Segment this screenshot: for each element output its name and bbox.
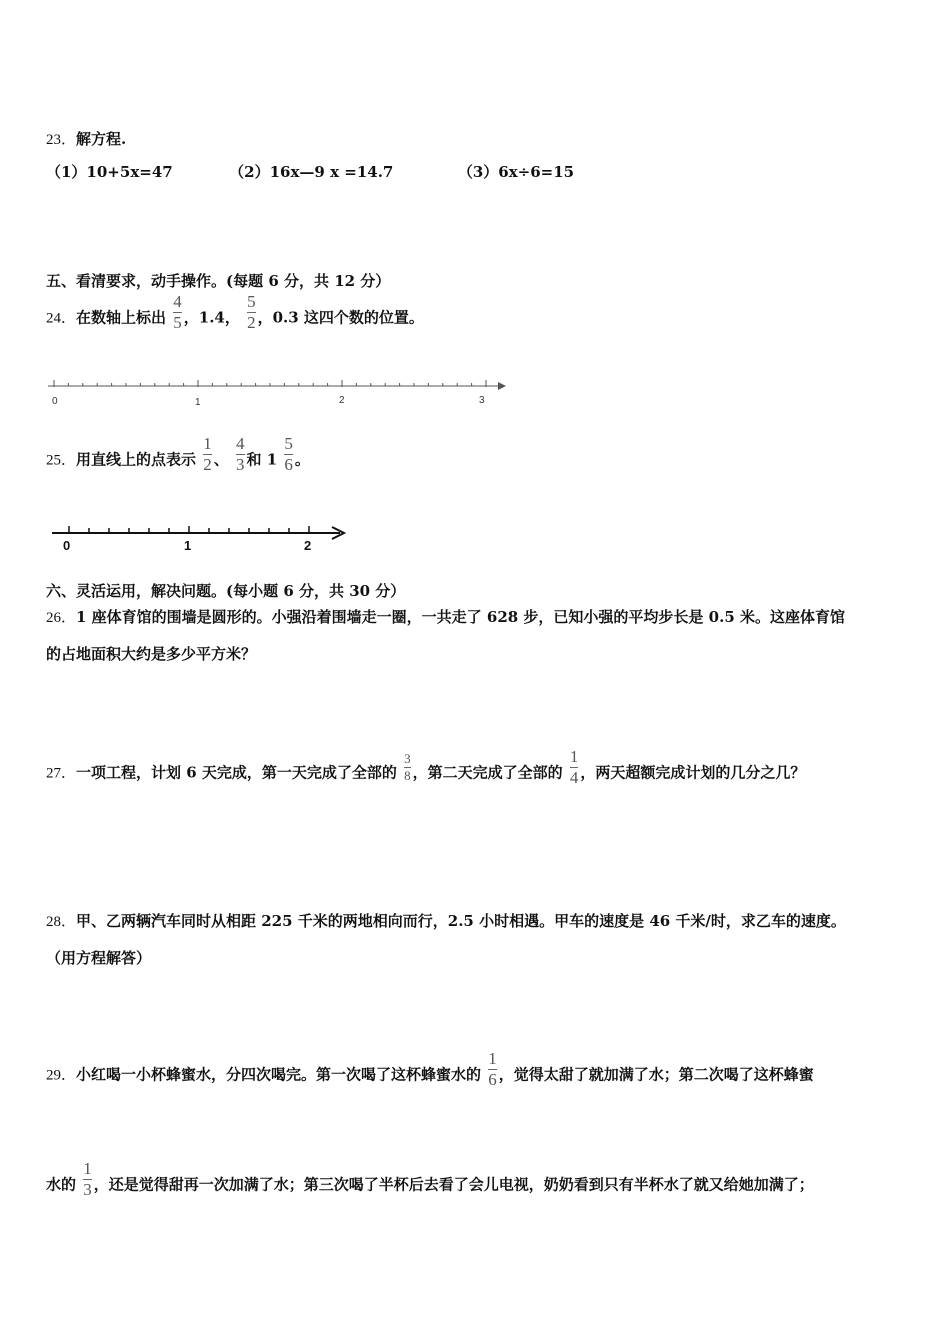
q25-text-b: 和 1 <box>246 450 278 469</box>
q24-text-b: ，1.4， <box>183 308 240 327</box>
q23-title-text: 解方程. <box>76 130 127 148</box>
fraction-numerator: 1 <box>83 1159 92 1178</box>
q29-text-c: 水的 <box>46 1175 77 1194</box>
q25-text <box>46 434 310 480</box>
q27-text-a: 一项工程，计划 6 天完成，第一天完成了全部的 <box>76 763 397 782</box>
q29-text-b: ，觉得太甜了就加满了水；第二次喝了这杯蜂蜜 <box>498 1065 814 1084</box>
fraction-denominator: 6 <box>284 455 293 474</box>
q24-text <box>46 292 424 338</box>
axis-label-1: 1 <box>195 397 201 408</box>
q24-text-c: ，0.3 这四个数的位置。 <box>257 308 424 327</box>
q28-line-1-text: 甲、乙两辆汽车同时从相距 225 千米的两地相向而行，2.5 小时相遇。甲车的速度是 46 千米/时，求乙车的速度。 <box>76 912 846 930</box>
q27-text <box>46 747 806 793</box>
q23-equation-3: （3）6x÷6=15 <box>457 163 575 181</box>
q29-line-1 <box>46 1049 814 1095</box>
section-6-heading: 六、灵活运用，解决问题。(每小题 6 分，共 30 分） <box>46 582 406 600</box>
fraction-5-2 <box>247 293 256 332</box>
q27-text-c: ，两天超额完成计划的几分之几？ <box>580 763 806 782</box>
q24-text-a: 在数轴上标出 <box>76 308 167 327</box>
q26-line-1 <box>46 606 845 627</box>
fraction-numerator: 1 <box>488 1049 497 1068</box>
fraction-numerator: 5 <box>284 434 293 453</box>
fraction-1-3 <box>83 1160 92 1199</box>
q29-text-a: 小红喝一小杯蜂蜜水，分四次喝完。第一次喝了这杯蜂蜜水的 <box>76 1065 482 1084</box>
q25-separator: 、 <box>213 450 229 469</box>
fraction-5-6 <box>284 435 293 474</box>
q25-number: 25． <box>46 452 77 469</box>
axis-label-0: 0 <box>63 538 71 553</box>
fraction-1-2 <box>203 435 212 474</box>
q27-number: 27． <box>46 765 77 782</box>
fraction-numerator: 5 <box>247 292 256 311</box>
q26-number: 26． <box>46 610 77 626</box>
number-line-0-to-2 <box>48 520 354 560</box>
fraction-1-6 <box>488 1050 497 1089</box>
q24-number: 24． <box>46 310 77 327</box>
fraction-denominator: 5 <box>173 313 182 332</box>
fraction-numerator: 3 <box>404 751 411 766</box>
number-line-0-to-3 <box>44 375 508 411</box>
fraction-4-5 <box>173 293 182 332</box>
axis-label-2: 2 <box>304 538 312 553</box>
axis-label-1: 1 <box>184 538 192 553</box>
axis-label-2: 2 <box>339 395 345 406</box>
q26-line-2: 的占地面积大约是多少平方米？ <box>46 645 257 663</box>
fraction-denominator: 8 <box>404 768 411 783</box>
fraction-denominator: 4 <box>569 768 579 787</box>
q28-line-1 <box>46 910 846 931</box>
q28-number: 28． <box>46 914 77 930</box>
section-5-heading: 五、看清要求，动手操作。(每题 6 分，共 12 分） <box>46 272 391 290</box>
q28-line-2: （用方程解答） <box>46 949 152 967</box>
q23-equation-2: （2）16x—9 x =14.7 <box>229 163 394 181</box>
fraction-denominator: 2 <box>247 313 256 332</box>
q25-text-a: 用直线上的点表示 <box>76 450 197 469</box>
fraction-numerator: 1 <box>569 747 579 766</box>
fraction-denominator: 3 <box>83 1180 92 1199</box>
q23-number: 23． <box>46 132 77 148</box>
fraction-numerator: 4 <box>236 434 245 453</box>
fraction-1-4 <box>570 748 579 787</box>
q25-text-c: 。 <box>294 450 310 469</box>
q26-line-1-text: 1 座体育馆的围墙是圆形的。小强沿着围墙走一圈，一共走了 628 步，已知小强的平均步长是 0.5 米。这座体育馆 <box>76 608 845 626</box>
q29-text-d: ，还是觉得甜再一次加满了水；第三次喝了半杯后去看了会儿电视，奶奶看到只有半杯水了就又给她加满了； <box>93 1175 814 1194</box>
q29-line-2 <box>46 1159 814 1205</box>
fraction-numerator: 1 <box>203 434 212 453</box>
q23-title <box>46 128 126 149</box>
axis-label-3: 3 <box>479 395 485 406</box>
fraction-numerator: 4 <box>173 292 182 311</box>
q29-number: 29． <box>46 1067 77 1084</box>
fraction-denominator: 6 <box>488 1070 497 1089</box>
fraction-denominator: 3 <box>236 455 245 474</box>
fraction-denominator: 2 <box>203 455 212 474</box>
axis-label-0: 0 <box>52 396 58 407</box>
q23-equation-1: （1）10+5x=47 <box>46 163 173 181</box>
q27-text-b: ，第二天完成了全部的 <box>412 763 563 782</box>
fraction-3-8 <box>404 752 411 783</box>
q23-equations <box>46 161 574 182</box>
fraction-4-3 <box>236 435 245 474</box>
axis-arrow <box>498 382 506 390</box>
